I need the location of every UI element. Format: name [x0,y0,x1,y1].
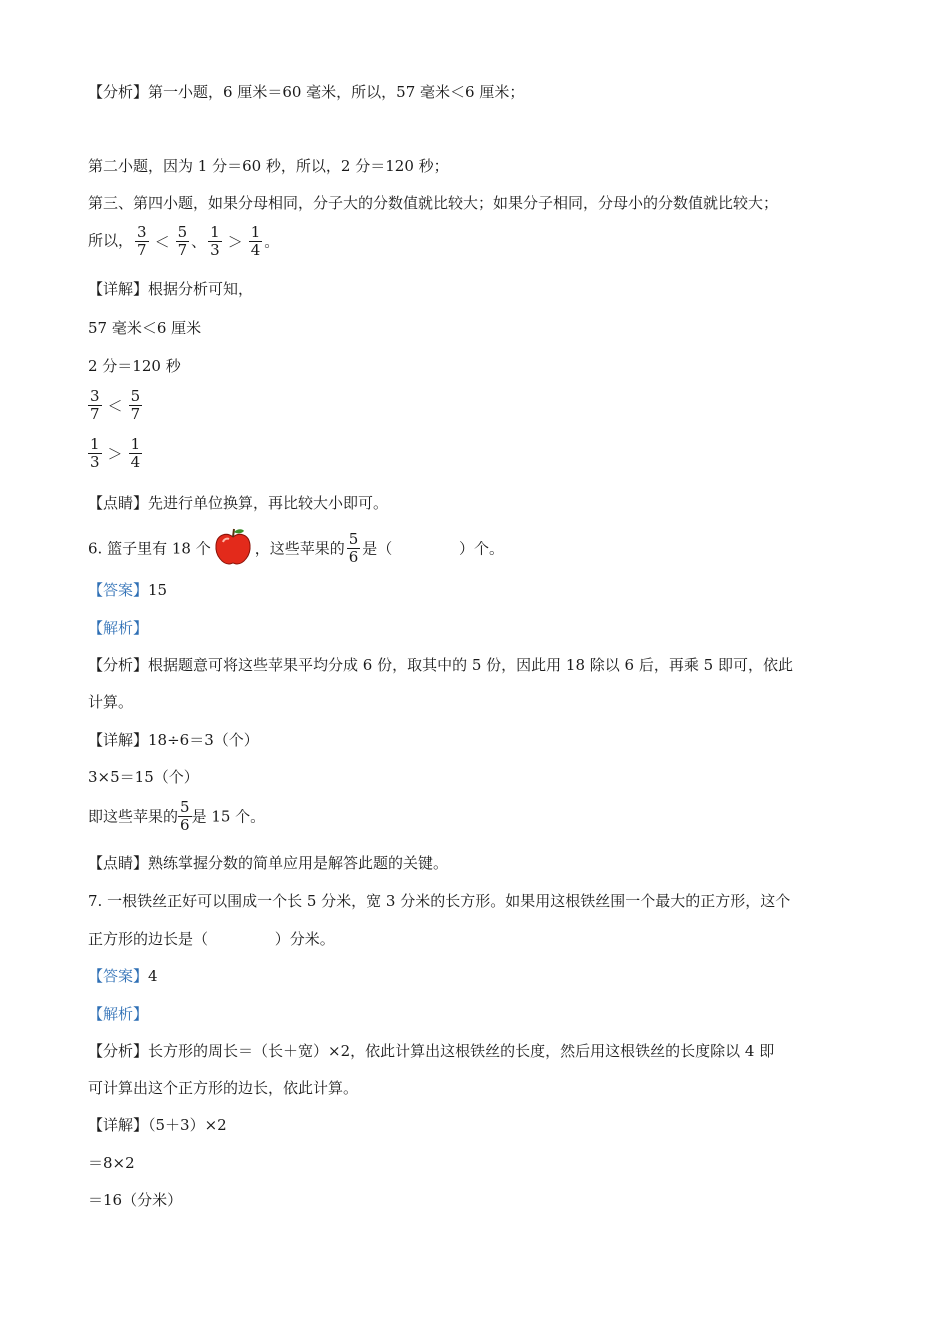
fraction: $\frac{5}{7}$ [130,387,141,423]
explanation-label: 【解析】 [88,1005,149,1023]
fraction: $\frac{3}{7}$ [137,223,147,259]
question-6-blank: 是（ ）个。 [362,539,505,558]
fraction: $\frac{1}{4}$ [130,435,141,471]
fraction: $\frac{5}{7}$ [177,223,188,259]
detail-line-2: 2 分＝120 秒 [88,357,181,375]
greater-than-sign: ＞ [107,444,123,463]
fraction: $\frac{1}{3}$ [210,223,220,259]
question-7-line-1: 7. 一根铁丝正好可以围成一个长 5 分米，宽 3 分米的长方形。如果用这根铁丝围一个最大的正方形，这个 [88,892,791,910]
answer-7 [88,966,158,986]
detail-7-line-3: ＝16（分米） [88,1191,183,1209]
question-7-line-2: 正方形的边长是（ ）分米。 [88,930,335,948]
analysis-prefix: 所以， [88,231,134,250]
answer-6 [88,580,167,600]
question-6-text-1: 6. 篮子里有 18 个 [88,539,211,558]
detail-6-line-3 [88,799,265,834]
answer-label: 【答案】 [88,581,149,599]
key-point: 【点睛】先进行单位换算，再比较大小即可。 [88,494,389,512]
analysis-6-line-2: 计算。 [88,693,134,711]
question-6 [88,526,504,571]
analysis-6-line-1: 【分析】根据题意可将这些苹果平均分成 6 份，取其中的 5 份，因此用 18 除以 6 后，再乘 5 即可，依此 [88,656,793,674]
fraction: $\frac{5}{6}$ [180,798,190,834]
detail-6-line-2: 3×5＝15（个） [88,768,199,786]
detail-6-line-1: 【详解】18÷6＝3（个） [88,731,259,749]
fraction: $\frac{5}{6}$ [348,530,359,566]
fraction: $\frac{1}{4}$ [250,223,261,259]
analysis-line-4 [88,224,279,259]
detail-6-prefix: 即这些苹果的 [88,807,179,826]
apple-icon [213,526,253,571]
less-than-sign: ＜ [107,396,123,415]
answer-value: 4 [148,967,158,985]
analysis-7-line-1: 【分析】长方形的周长＝（长＋宽）×2，依此计算出这根铁丝的长度，然后用这根铁丝的长度除以 4 即 [88,1042,775,1060]
comparison-2 [88,436,144,471]
explanation-label: 【解析】 [88,619,149,637]
comparison-1 [88,388,144,423]
greater-than-sign: ＞ [227,232,243,251]
separator: 、 [191,232,207,251]
detail-7-line-1: 【详解】（5＋3）×2 [88,1116,227,1134]
detail-line-1: 57 毫米＜6 厘米 [88,319,202,337]
answer-label: 【答案】 [88,967,149,985]
key-point-6: 【点睛】熟练掌握分数的简单应用是解答此题的关键。 [88,854,449,872]
fraction: $\frac{1}{3}$ [90,435,100,471]
less-than-sign: ＜ [154,232,170,251]
detail-6-suffix: 是 15 个。 [191,807,266,826]
fraction: $\frac{3}{7}$ [90,387,100,423]
detail-heading: 【详解】根据分析可知， [88,280,254,298]
answer-value: 15 [148,581,168,599]
analysis-line-1: 【分析】第一小题，6 厘米＝60 毫米，所以，57 毫米＜6 厘米； [88,83,525,101]
detail-7-line-2: ＝8×2 [88,1154,135,1172]
analysis-line-2: 第二小题，因为 1 分＝60 秒，所以，2 分＝120 秒； [88,157,449,175]
period: 。 [264,232,280,251]
question-6-text-2: ，这些苹果的 [254,539,345,558]
analysis-line-3: 第三、第四小题，如果分母相同，分子大的分数值就比较大；如果分子相同，分母小的分数值就比较大； [88,194,779,212]
analysis-7-line-2: 可计算出这个正方形的边长，依此计算。 [88,1079,359,1097]
